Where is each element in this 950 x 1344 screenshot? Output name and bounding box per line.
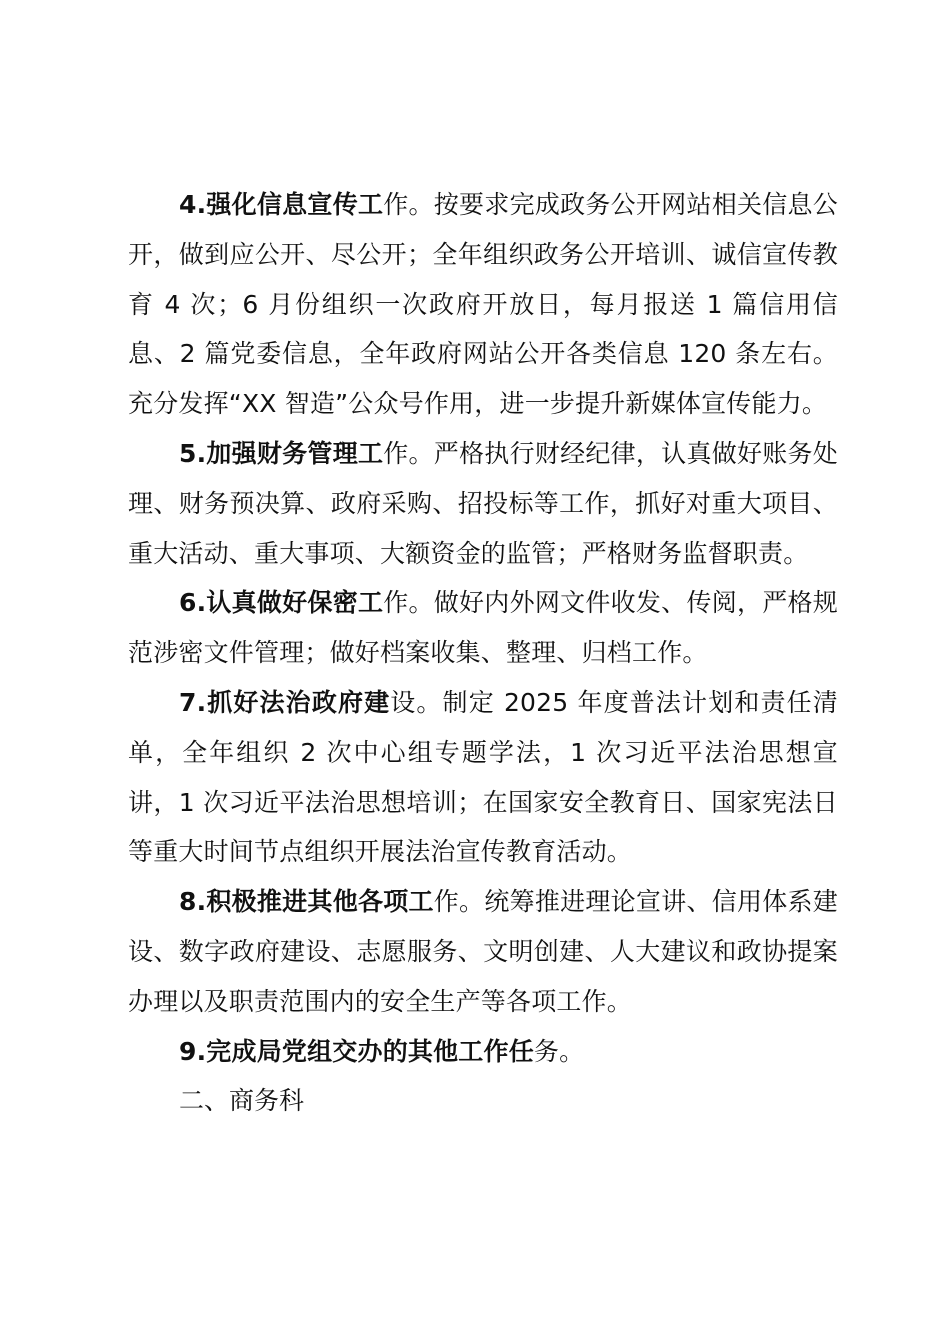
paragraph-rule-of-law [128,678,838,877]
paragraph-text: 作。统筹推进理论宣讲、信用体系建设、数字政府建设、志愿服务、文明创建、人大建议和政协提案办理以及职责范围内的安全生产等各项工作。 [128,887,839,1016]
paragraph-text: 作。按要求完成政务公开网站相关信息公开，做到应公开、尽公开；全年组织政务公开培训、诚信宣传教育 4 次；6 月份组织一次政府开放日，每月报送 1 篇信用信息、2 篇党委信息，全年政府网站公开各类信息 120 条左右。充分发挥“XX 智造”公众号作用，进一步提升新媒体宣传能力。 [128,190,838,419]
paragraph-lead: 5.加强财务管理工 [179,438,384,468]
paragraph-confidentiality [128,578,838,678]
paragraph-lead: 8.积极推进其他各项工 [179,887,434,917]
document-body [128,180,838,1126]
paragraph-other-work [128,877,838,1026]
paragraph-text: 务。 [533,1036,585,1066]
paragraph-text: 作。做好内外网文件收发、传阅，严格规范涉密文件管理；做好档案收集、整理、归档工作。 [128,588,838,668]
paragraph-info-publicity [128,180,838,429]
section-heading: 二、商务科 [179,1086,305,1116]
paragraph-lead: 7.抓好法治政府建 [179,687,391,717]
paragraph-lead: 4.强化信息宣传工 [179,190,384,219]
paragraph-text: 作。严格执行财经纪律，认真做好账务处理、财务预决算、政府采购、招投标等工作，抓好对重大项目、重大活动、重大事项、大额资金的监管；严格财务监督职责。 [128,438,838,568]
paragraph-assigned-tasks [128,1027,838,1077]
paragraph-finance-management [128,429,838,578]
paragraph-lead: 9.完成局党组交办的其他工作任 [179,1036,534,1066]
paragraph-text: 设。制定 2025 年度普法计划和责任清单，全年组织 2 次中心组专题学法，1 次习近平法治思想宣讲，1 次习近平法治思想培训；在国家安全教育日、国家宪法日等重大时间节点组织开展法治宣传教育活动。 [128,687,838,867]
paragraph-lead: 6.认真做好保密工 [179,588,384,618]
